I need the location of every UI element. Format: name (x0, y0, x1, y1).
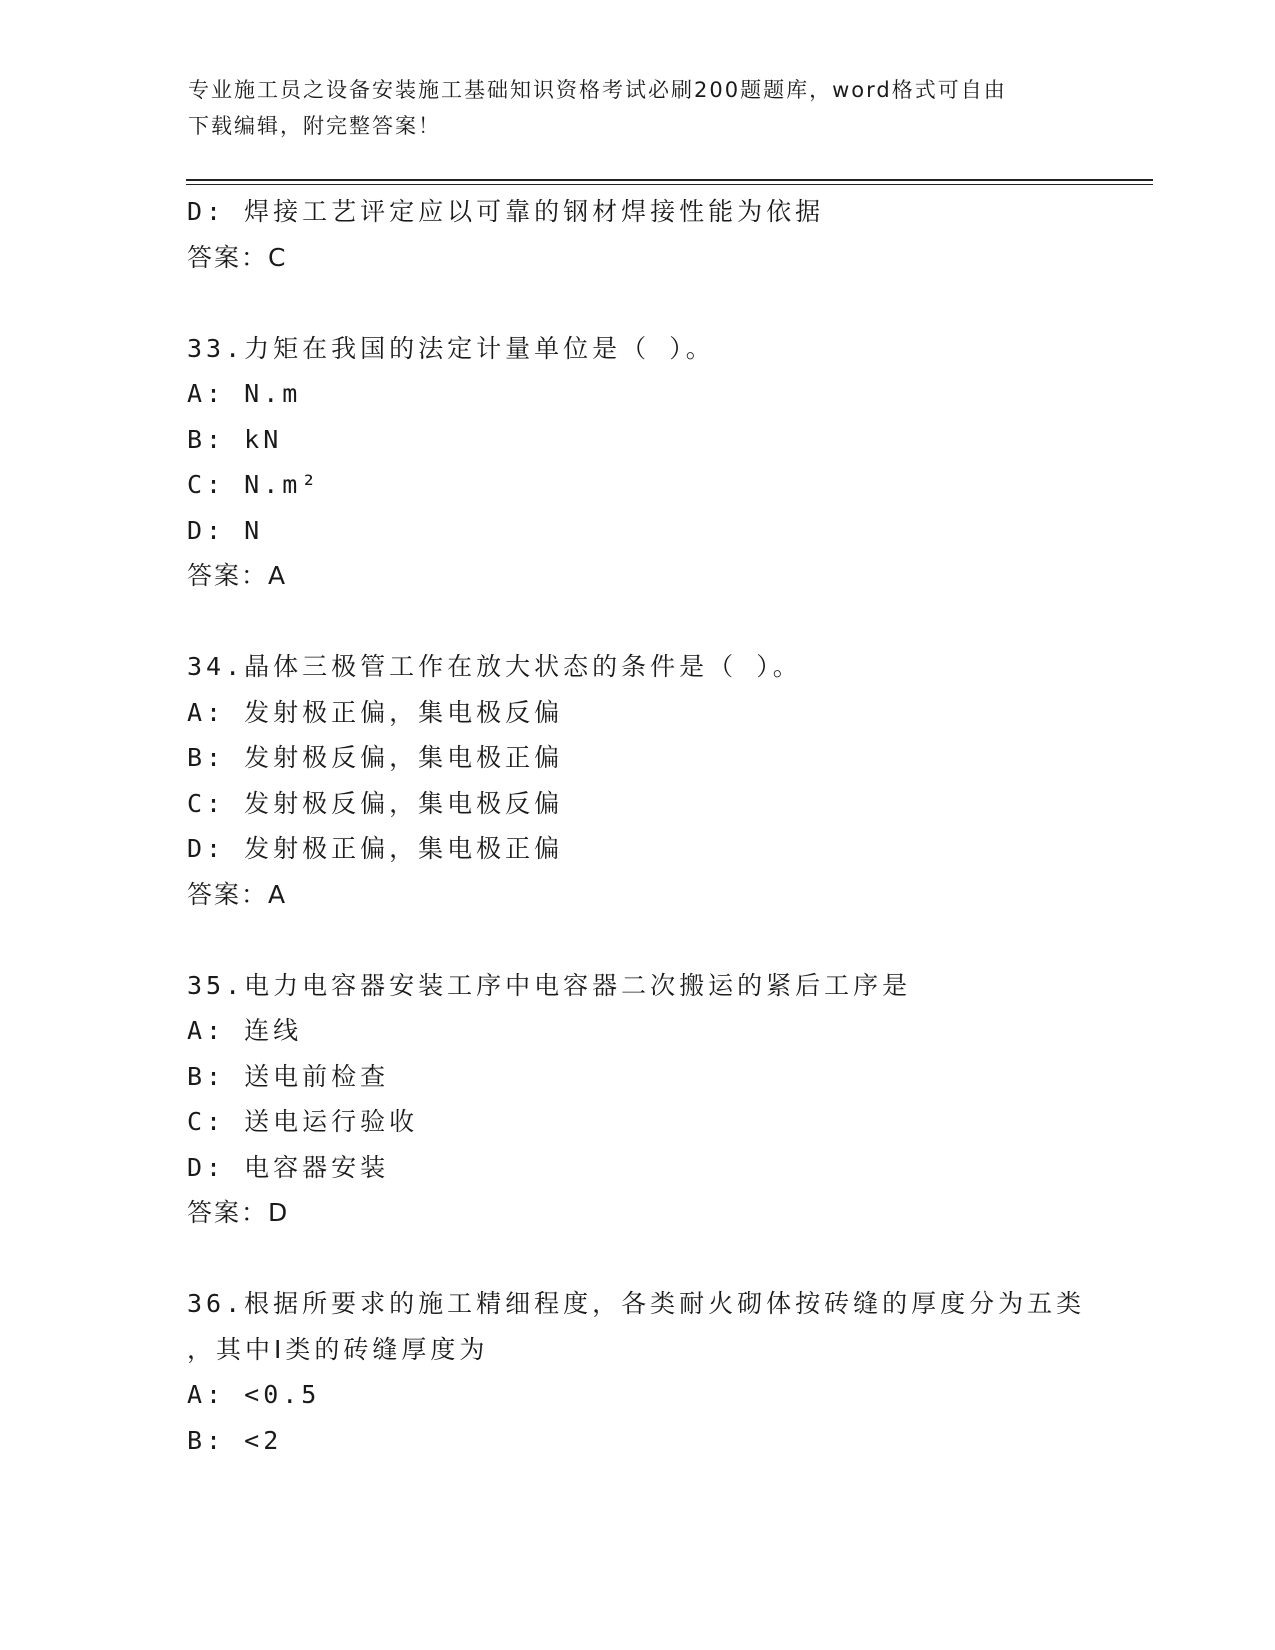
option-b: B: 发射极反偏，集电极正偏 (187, 743, 564, 772)
header-divider (186, 179, 1153, 181)
option-c: C: 送电运行验收 (187, 1107, 419, 1136)
option-c: C: 发射极反偏，集电极反偏 (187, 788, 564, 818)
header-line-1: 专业施工员之设备安装施工基础知识资格考试必刷200题题库，word格式可自由 (188, 78, 1007, 102)
option-d: D: 焊接工艺评定应以可靠的钢材焊接性能为依据 (187, 197, 825, 226)
question-text: 34.晶体三极管工作在放大状态的条件是（ ）。 (187, 652, 802, 681)
option-d: D: N (187, 515, 264, 545)
option-a: A: 发射极正偏，集电极反偏 (187, 697, 564, 727)
header-line-2: 下载编辑，附完整答案！ (188, 114, 441, 138)
question-text: 33.力矩在我国的法定计量单位是（ ）。 (187, 333, 715, 363)
question-list (187, 189, 1147, 1463)
option-b: B: <2 (187, 1425, 283, 1455)
answer-label: 答案：A (187, 561, 288, 590)
header-divider-thin (186, 184, 1153, 185)
option-b: B: 送电前检查 (187, 1061, 390, 1091)
question-text-continued: ，其中Ⅰ类的砖缝厚度为 (187, 1334, 489, 1364)
option-d: D: 发射极正偏，集电极正偏 (187, 834, 564, 863)
option-b: B: kN (187, 424, 283, 454)
question-text: 36.根据所要求的施工精细程度，各类耐火砌体按砖缝的厚度分为五类 (187, 1289, 1086, 1318)
question-text: 35.电力电容器安装工序中电容器二次搬运的紧后工序是 (187, 970, 912, 1000)
option-a: A: <0.5 (187, 1380, 321, 1409)
option-a: A: N.m (187, 379, 302, 408)
option-a: A: 连线 (187, 1016, 303, 1045)
answer-label: 答案：D (187, 1198, 290, 1227)
option-c: C: N.m² (187, 470, 321, 499)
answer-label: 答案：A (187, 879, 288, 909)
document-header (188, 72, 1088, 144)
option-d: D: 电容器安装 (187, 1152, 390, 1182)
answer-label: 答案：C (187, 242, 288, 272)
